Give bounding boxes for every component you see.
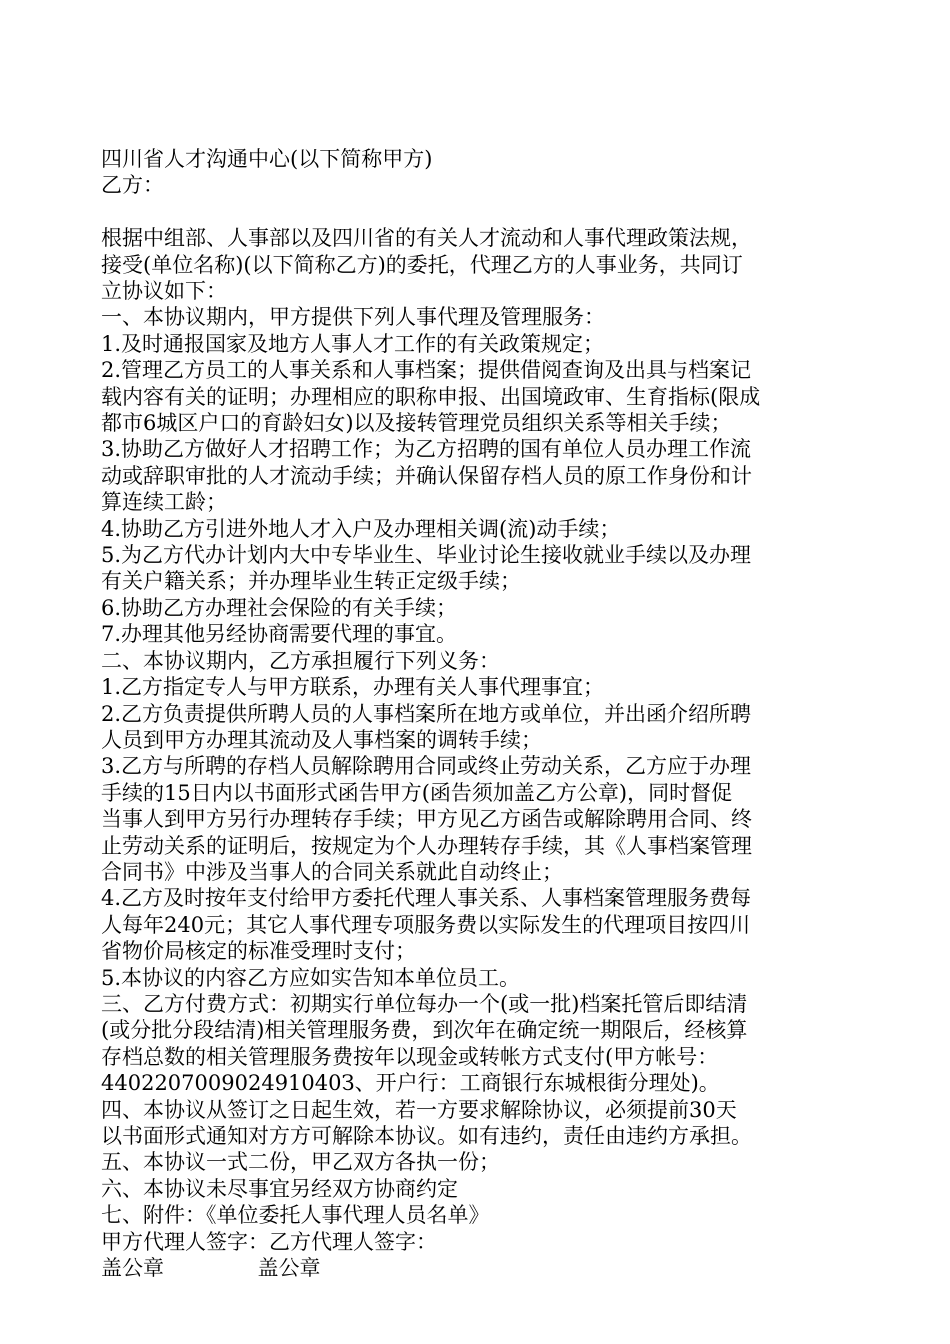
section-two-item: 人每年240元；其它人事代理专项服务费以实际发生的代理项目按四川 xyxy=(101,912,751,937)
section-two-item: 3.乙方与所聘的存档人员解除聘用合同或终止劳动关系，乙方应于办理 xyxy=(101,754,752,779)
section-two-item: 省物价局核定的标准受理时支付； xyxy=(101,939,416,964)
section-three-line: 440220700902491040З、开户行：工商银行东城根街分理处)。 xyxy=(101,1071,720,1096)
section-one-item: 4.协助乙方引进外地人才入户及办理相关调(流)动手续； xyxy=(101,516,621,541)
section-one-item: 1.及时通报国家及地方人事人才工作的有关政策规定； xyxy=(101,331,605,356)
intro-line-1: 根据中组部、人事部以及四川省的有关人才流动和人事代理政策法规， xyxy=(101,226,752,251)
section-three-line: 存档总数的相关管理服务费按年以现金或转帐方式支付(甲方帐号： xyxy=(101,1044,719,1069)
section-five-line: 五、本协议一式二份，甲乙双方各执一份； xyxy=(101,1150,500,1175)
section-one-item: 3.协助乙方做好人才招聘工作；为乙方招聘的国有单位人员办理工作流 xyxy=(101,437,752,462)
party-b-line: 乙方： xyxy=(101,173,164,198)
section-one-item: 有关户籍关系；并办理毕业生转正定级手续； xyxy=(101,569,521,594)
intro-line-3: 立协议如下： xyxy=(101,279,227,304)
section-two-item: 1.乙方指定专人与甲方联系，办理有关人事代理事宜； xyxy=(101,675,605,700)
section-two-item: 止劳动关系的证明后，按规定为个人办理转存手续，其《人事档案管理 xyxy=(101,833,752,858)
blank-line xyxy=(101,199,861,225)
section-two-item: 合同书》中涉及当事人的合同关系就此自动终止； xyxy=(101,859,563,884)
section-two-item: 人员到甲方办理其流动及人事档案的调转手续； xyxy=(101,727,542,752)
signature-line: 甲方代理人签字：乙方代理人签字： xyxy=(101,1229,437,1254)
section-one-heading: 一、本协议期内，甲方提供下列人事代理及管理服务： xyxy=(101,305,605,330)
section-one-item: 动或辞职审批的人才流动手续；并确认保留存档人员的原工作身份和计 xyxy=(101,463,752,488)
section-one-item: 载内容有关的证明；办理相应的职称申报、出国境政审、生育指标(限成 xyxy=(101,384,761,409)
section-two-item: 当事人到甲方另行办理转存手续；甲方见乙方函告或解除聘用合同、终 xyxy=(101,807,752,832)
section-four-line: 四、本协议从签订之日起生效，若一方要求解除协议，必须提前30天 xyxy=(101,1097,737,1122)
section-two-item: 手续的15日内以书面形式函告甲方(函告须加盖乙方公章)，同时督促 xyxy=(101,780,733,805)
section-two-heading: 二、本协议期内，乙方承担履行下列义务： xyxy=(101,648,500,673)
contract-document xyxy=(101,146,861,1281)
section-two-item: 5.本协议的内容乙方应如实告知本单位员工。 xyxy=(101,965,521,990)
section-six-line: 六、本协议未尽事宜另经双方协商约定 xyxy=(101,1176,458,1201)
section-two-item: 4.乙方及时按年支付给甲方委托代理人事关系、人事档案管理服务费每 xyxy=(101,886,752,911)
section-one-item: 7.办理其他另经协商需要代理的事宜。 xyxy=(101,622,458,647)
section-one-item: 2.管理乙方员工的人事关系和人事档案；提供借阅查询及出具与档案记 xyxy=(101,358,752,383)
section-three-line: 三、乙方付费方式：初期实行单位每办一个(或一批)档案托管后即结清 xyxy=(101,991,748,1016)
section-one-item: 都市6城区户口的育龄妇女)以及接转管理党员组织关系等相关手续； xyxy=(101,411,732,436)
section-four-line: 以书面形式通知对方方可解除本协议。如有违约，责任由违约方承担。 xyxy=(101,1124,752,1149)
section-seven-line: 七、附件：《单位委托人事代理人员名单》 xyxy=(101,1203,490,1228)
intro-line-2: 接受(单位名称)(以下简称乙方)的委托，代理乙方的人事业务，共同订 xyxy=(101,252,743,277)
section-one-item: 算连续工龄； xyxy=(101,490,227,515)
section-one-item: 5.为乙方代办计划内大中专毕业生、毕业讨论生接收就业手续以及办理 xyxy=(101,543,752,568)
party-a-line: 四川省人才沟通中心(以下简称甲方) xyxy=(101,147,433,171)
seal-line: 盖公章 盖公章 xyxy=(101,1256,321,1281)
section-two-item: 2.乙方负责提供所聘人员的人事档案所在地方或单位，并出函介绍所聘 xyxy=(101,701,752,726)
section-one-item: 6.协助乙方办理社会保险的有关手续； xyxy=(101,595,458,620)
section-three-line: (或分批分段结清)相关管理服务费，到次年在确定统一期限后，经核算 xyxy=(101,1018,748,1043)
